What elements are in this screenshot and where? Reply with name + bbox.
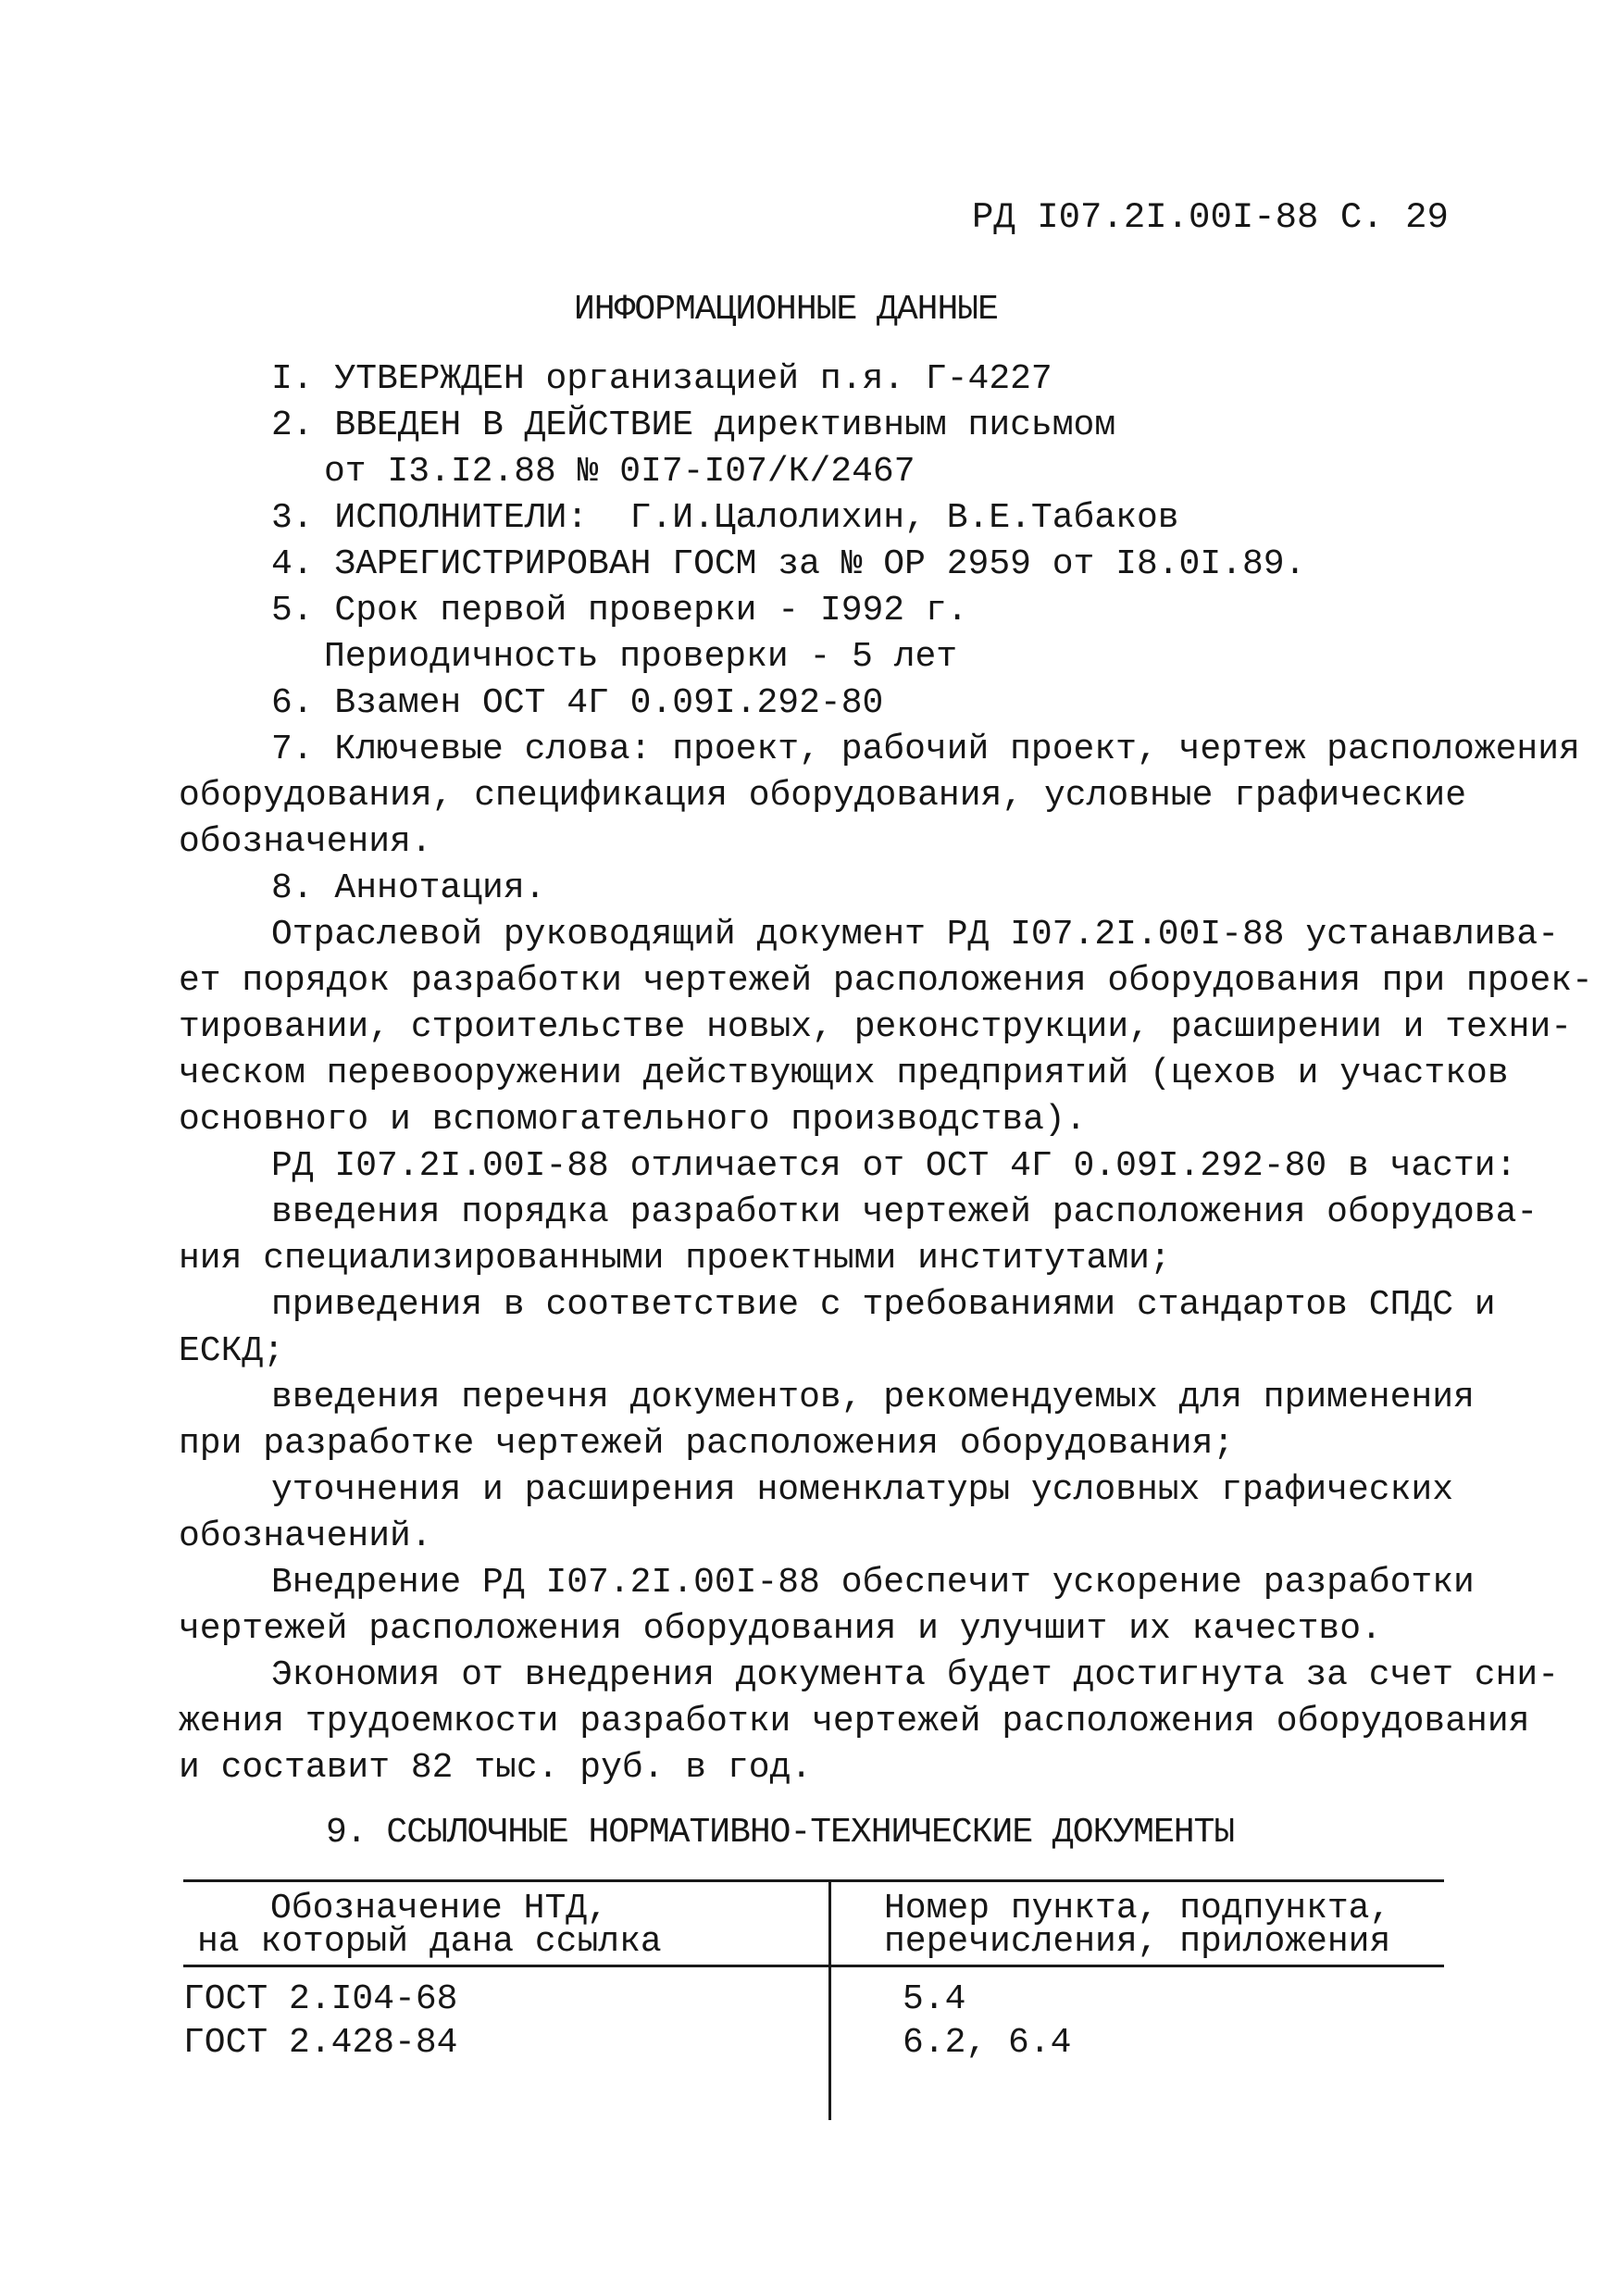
table-cell-ref: 6.2, 6.4 [903,2023,1072,2063]
annotation-line: ЕСКД; [179,1331,285,1371]
annotation-line: ния специализированными проектными институтами; [179,1239,1171,1279]
annotation-line: приведения в соответствие с требованиями стандартов СПДС и [271,1285,1496,1325]
table-header-col1: на который дана ссылка [197,1922,662,1962]
item-introduced: 2. ВВЕДЕН В ДЕЙСТВИЕ директивным письмом [271,406,1116,445]
annotation-line: ческом перевооружении действующих предприятий (цехов и участков [179,1054,1509,1093]
document-title: ИНФОРМАЦИОННЫЕ ДАННЫЕ [574,290,998,330]
keywords-line: оборудования, спецификация оборудования, условные графические [179,776,1467,816]
annotation-line: ет порядок разработки чертежей расположения оборудования при проек- [179,961,1593,1001]
item-replaces: 6. Взамен ОСТ 4Г 0.09I.292-80 [271,683,884,723]
annotation-line: РД I07.2I.00I-88 отличается от ОСТ 4Г 0.09I.292-80 в части: [271,1146,1517,1186]
references-heading: 9. ССЫЛОЧНЫЕ НОРМАТИВНО-ТЕХНИЧЕСКИЕ ДОКУМЕНТЫ [326,1813,1235,1853]
keywords-line: обозначения. [179,822,432,862]
table-cell-ref: 5.4 [903,1979,966,2019]
annotation-line: Внедрение РД I07.2I.00I-88 обеспечит ускорение разработки [271,1563,1475,1603]
annotation-line: чертежей расположения оборудования и улучшит их качество. [179,1609,1382,1649]
annotation-line: Отраслевой руководящий документ РД I07.2I.00I-88 устанавлива- [271,915,1560,955]
item-review-period: Периодичность проверки - 5 лет [324,637,958,677]
annotation-line: уточнения и расширения номенклатуры условных графических [271,1470,1454,1510]
annotation-line: введения перечня документов, рекомендуемых для применения [271,1378,1475,1417]
annotation-line: введения порядка разработки чертежей расположения оборудова- [271,1192,1538,1232]
document-page-reference: РД I07.2I.00I-88 С. 29 [972,197,1449,238]
annotation-line: при разработке чертежей расположения оборудования; [179,1424,1235,1464]
keywords-line: 7. Ключевые слова: проект, рабочий проект, чертеж расположения [271,730,1580,769]
table-header-col2: перечисления, приложения [884,1922,1391,1962]
table-header-col1: Обозначение НТД, [270,1889,608,1928]
item-approved: I. УТВЕРЖДЕН организацией п.я. Г-4227 [271,359,1052,399]
annotation-line: тировании, строительстве новых, реконструкции, расширении и техни- [179,1007,1573,1047]
item-introduced-date: от I3.I2.88 № 0I7-I07/К/2467 [324,452,915,492]
table-cell-doc: ГОСТ 2.I04-68 [183,1979,458,2019]
annotation-line: основного и вспомогательного производства). [179,1100,1087,1140]
annotation-heading: 8. Аннотация. [271,868,546,908]
annotation-line: Экономия от внедрения документа будет достигнута за счет сни- [271,1655,1560,1695]
item-authors: 3. ИСПОЛНИТЕЛИ: Г.И.Цалолихин, В.Е.Табаков [271,498,1179,538]
item-first-review: 5. Срок первой проверки - I992 г. [271,591,968,630]
annotation-line: жения трудоемкости разработки чертежей расположения оборудования [179,1702,1530,1741]
annotation-line: обозначений. [179,1516,432,1556]
table-column-divider [828,1879,831,2120]
table-top-rule [183,1879,1444,1882]
table-cell-doc: ГОСТ 2.428-84 [183,2023,458,2063]
table-header-col2: Номер пункта, подпункта, [884,1889,1391,1928]
item-registered: 4. ЗАРЕГИСТРИРОВАН ГОСМ за № ОР 2959 от I8.0I.89. [271,544,1306,584]
annotation-line: и составит 82 тыс. руб. в год. [179,1748,813,1788]
